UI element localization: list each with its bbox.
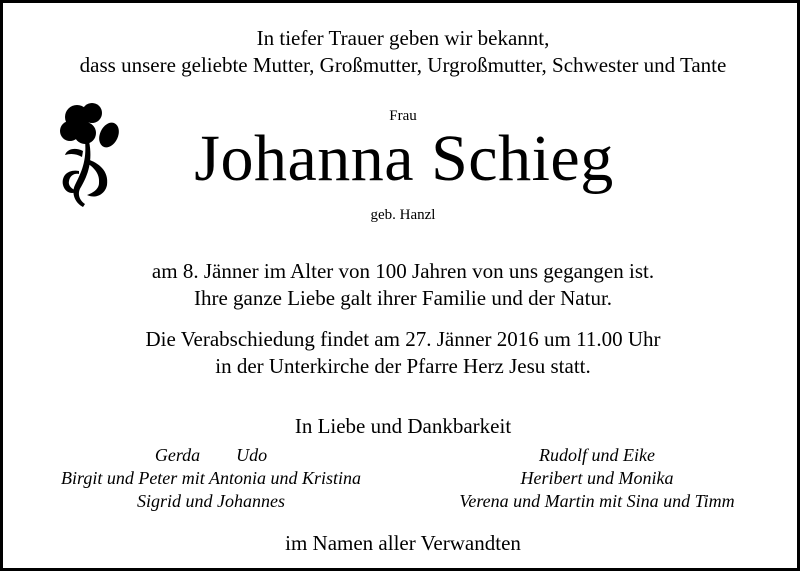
- body-line-1: am 8. Jänner im Alter von 100 Jahren von uns gegangen ist.: [151, 259, 655, 283]
- deceased-name: Johanna Schieg: [194, 122, 614, 195]
- intro-line-1: In tiefer Trauer geben wir bekannt,: [256, 26, 550, 50]
- mourners-left-line-3: Sigrid und Johannes: [137, 491, 285, 511]
- mourners-left-line-1: [3, 444, 419, 467]
- mourner-name: Gerda: [154, 445, 201, 465]
- mourners-left-column: [3, 444, 419, 513]
- body-line-4: in der Unterkirche der Pfarre Herz Jesu statt.: [215, 354, 591, 378]
- dankbarkeit-line: In Liebe und Dankbarkeit: [294, 414, 512, 438]
- mourner-name: Udo: [236, 445, 268, 465]
- flower-icon: [57, 101, 123, 211]
- body-line-3: Die Verabschiedung findet am 27. Jänner 2016 um 11.00 Uhr: [145, 327, 661, 351]
- mourners-left-line-2: Birgit und Peter mit Antonia und Kristina: [60, 468, 361, 488]
- name-prefix: Frau: [389, 108, 417, 124]
- mourners-right-line-3: Verena und Martin mit Sina und Timm: [459, 491, 735, 511]
- mourners-right-line-2: Heribert und Monika: [520, 468, 674, 488]
- mourners-right-column: [387, 444, 800, 513]
- body-line-2: Ihre ganze Liebe galt ihrer Familie und der Natur.: [193, 286, 613, 310]
- maiden-name: geb. Hanzl: [370, 207, 436, 223]
- closing-line: im Namen aller Verwandten: [285, 531, 521, 555]
- mourners-right-line-1: Rudolf und Eike: [539, 445, 655, 465]
- intro-line-2: dass unsere geliebte Mutter, Großmutter, Urgroßmutter, Schwester und Tante: [79, 53, 727, 77]
